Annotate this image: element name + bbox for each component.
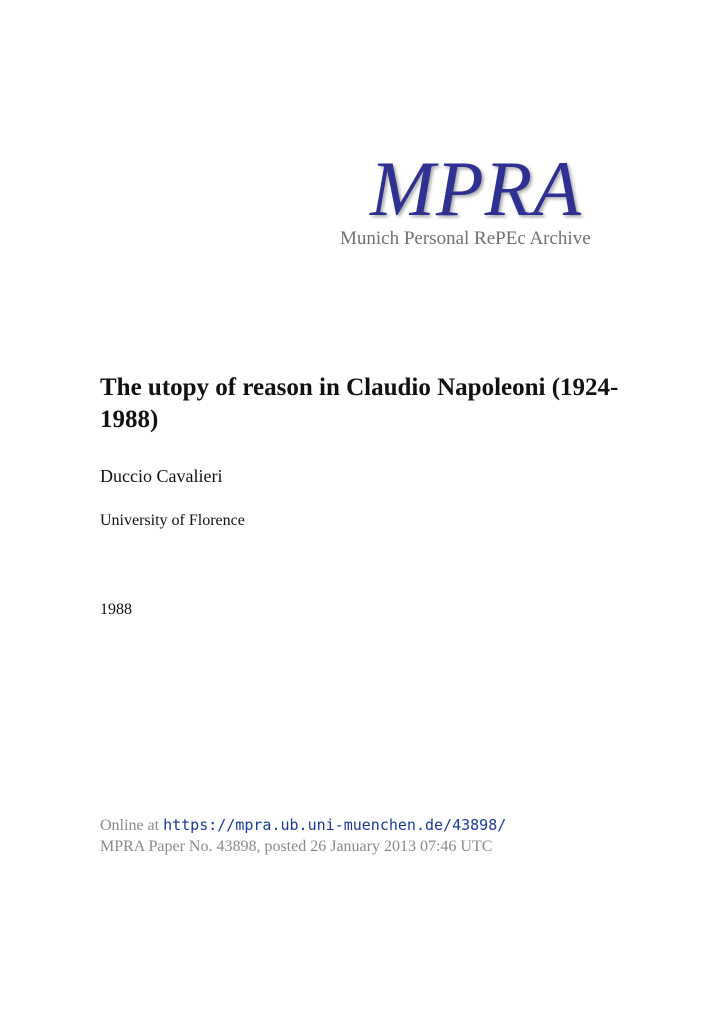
online-prefix: Online at (100, 817, 160, 834)
paper-affiliation: University of Florence (100, 512, 245, 529)
logo-tagline: Munich Personal RePEc Archive (340, 228, 591, 249)
paper-author: Duccio Cavalieri (100, 466, 223, 486)
paper-info: MPRA Paper No. 43898, posted 26 January 2013 07:46 UTC (100, 838, 493, 855)
paper-title: The utopy of reason in Claudio Napoleoni (1924-1988) (100, 374, 619, 433)
logo-mark: MPRA (370, 145, 582, 232)
online-line (100, 816, 506, 835)
mpra-logo (330, 145, 630, 260)
paper-url-link[interactable]: https://mpra.ub.uni-muenchen.de/43898/ (163, 816, 507, 834)
paper-year: 1988 (100, 601, 132, 618)
